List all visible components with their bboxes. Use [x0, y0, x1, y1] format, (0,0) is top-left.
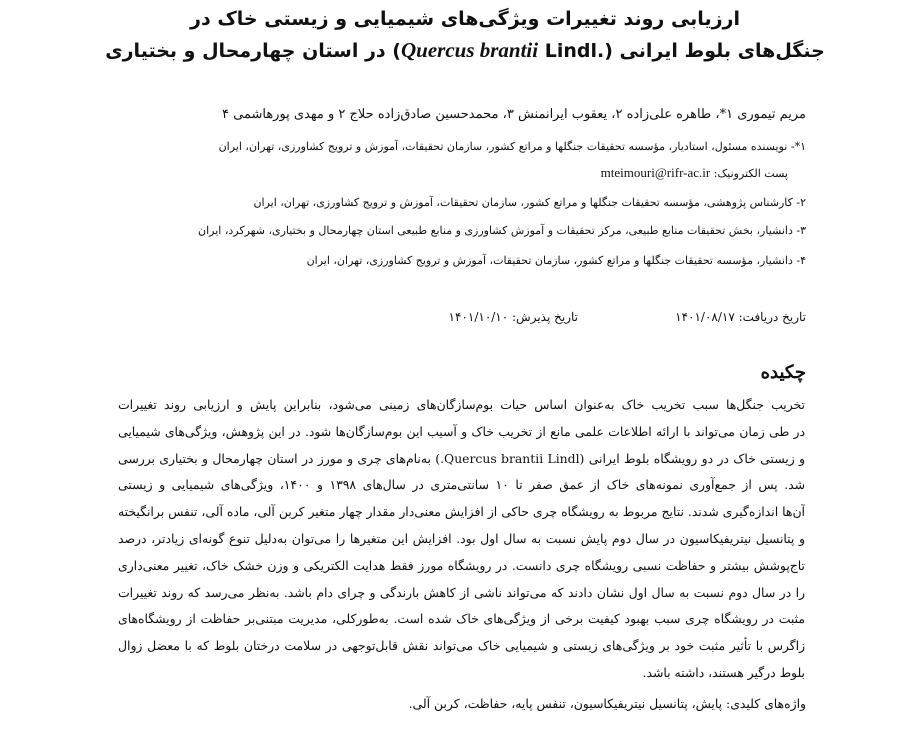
abstract-line: آن‌ها اندازه‌گیری شدند. نتایج مربوط به رویشگاه چری حاکی از افزایش معنی‌دار مقدار چهار متغیر کربن آلی، ماده آلی، تنفس برانگیخته — [118, 504, 805, 520]
abstract-line: و پتانسیل نیتریفیکاسیون در سال دوم پایش نسبت به سال اول بود. افزایش این متغیرها را می‌توان به‌دلیل تنوع گونه‌ای زیادتر، درصد — [118, 531, 805, 546]
affiliation-2: ۲- کارشناس پژوهشی، مؤسسه تحقیقات جنگلها و مراتع کشور، سازمان تحقیقات، آموزش و ترویج کشاورزی، تهران، ایران — [253, 196, 806, 209]
received-date: تاریخ دریافت: ۱۴۰۱/۰۸/۱۷ — [675, 310, 806, 324]
affiliation-3: ۳- دانشیار، بخش تحقیقات منابع طبیعی، مرکز تحقیقات و آموزش کشاورزی و منابع طبیعی استان چهارمحال و بختیاری، شهرکرد، ایران — [198, 224, 806, 237]
abstract-line: مثبت در رویشگاه چری سبب بهبود کیفیت برخی از ویژگی‌های خاک شده است. به‌طورکلی، مدیریت مبتنی‌بر حفاظت از رویشگاه‌های — [118, 611, 805, 627]
abstract-line: شد. پس از جمع‌آوری نمونه‌های خاک از عمق صفر تا ۱۰ سانتی‌متری در سال‌های ۱۳۹۸ و ۱۴۰۰، ویژگی‌های شیمیایی و زیستی — [118, 477, 805, 493]
abstract-line: را در سال دوم نسبت به سال اول نشان دادند که می‌تواند ناشی از کاهش بارندگی و چرای دام باشد. به‌نظر می‌رسد که روند تغییرات — [118, 584, 805, 600]
species-latin: Quercus brantii — [400, 38, 539, 62]
abstract-heading: چکیده — [760, 362, 806, 383]
affiliation-4: ۴- دانشیار، مؤسسه تحقیقات جنگلها و مراتع کشور، سازمان تحقیقات، آموزش و ترویج کشاورزی، تهران، ایران — [306, 254, 806, 267]
species-name — [401, 40, 604, 62]
abstract-line: تاج‌پوشش بیشتر و حفاظت نسبی رویشگاه چری دانست. در رویشگاه مورز فقط هدایت الکتریکی و وزن خشک خاک، تغییر معنی‌داری — [118, 557, 805, 573]
abstract-line: تخریب جنگل‌ها سبب تخریب خاک به‌عنوان اساس حیات بوم‌سازگان‌های زمینی می‌شود، بنابراین پایش و ارزیابی روند تغییرات — [118, 397, 805, 412]
accepted-date: تاریخ پذیرش: ۱۴۰۱/۱۰/۱۰ — [448, 310, 578, 324]
title-text: ) در استان چهارمحال و بختیاری — [105, 40, 401, 62]
email-line — [601, 165, 788, 181]
email-label: پست الکترونیک: — [710, 167, 788, 180]
email-link[interactable]: mteimouri@rifr-ac.ir — [600, 165, 711, 180]
paper-title-line-1: ارزیابی روند تغییرات ویژگی‌های شیمیایی و زیستی خاک در — [190, 8, 740, 30]
species-author: Lindl. — [544, 40, 605, 62]
affiliation-1: ۱*- نویسنده مسئول، استادیار، مؤسسه تحقیقات جنگلها و مراتع کشور، سازمان تحقیقات، آموزش و ترویج کشاورزی، تهران، ایران — [218, 140, 806, 153]
keywords: واژه‌های کلیدی: پایش، پتانسیل نیتریفیکاسیون، تنفس پایه، حفاظت، کربن آلی. — [408, 696, 806, 711]
authors: مریم تیموری ۱*، طاهره علی‌زاده ۲، یعقوب ایرانمنش ۳، محمدحسین صادق‌زاده حلاج ۲ و مهدی پورهاشمی ۴ — [222, 107, 806, 122]
abstract-line: و زیستی خاک در دو رویشگاه بلوط ایرانی (Quercus brantii Lindl.) به‌نام‌های چری و مورز در استان چهارمحال و بختیاری بررسی — [118, 450, 805, 466]
paper-title-line-2 — [0, 38, 918, 63]
abstract-line: در طی زمان می‌تواند با ارائه اطلاعات علمی مانع از تخریب خاک و آسیب این بوم‌سازگان‌ها شود. در این پژوهش، ویژگی‌های شیمیایی — [118, 423, 805, 439]
title-text: جنگل‌های بلوط ایرانی ( — [604, 40, 825, 62]
abstract-line: بلوط درگیر هستند، داشته باشد. — [642, 665, 805, 680]
abstract-line: زاگرس با تأثیر مثبت خود بر ویژگی‌های زیستی و شیمیایی خاک می‌تواند نقش قابل‌توجهی در سلامت درختان بلوط که با معضل زوال — [118, 638, 805, 654]
